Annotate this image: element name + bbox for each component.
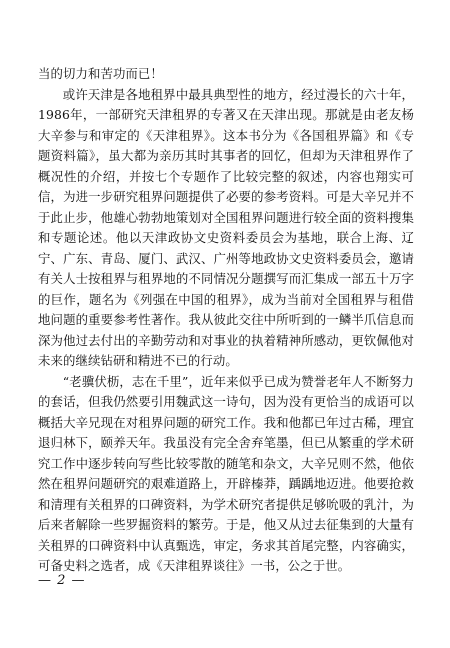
body-text bbox=[38, 64, 414, 577]
paragraph-tianjin-concessions: 或许天津是各地租界中最具典型性的地方，经过漫长的六十年，1986年，一部研究天津租界的专著又在天津出现。那就是由老友杨大辛参与和审定的《天津租界》。这本书分为《各国租界篇》和《专题资料篇》，虽大都为亲历其时其事者的回忆，但却为天津租界作了概况性的介绍，并按七个专题作了比较完整的叙述，内容也翔实可信，为进一步研究租界问题提供了必要的参考资料。可是大辛兄并不于此止步，他雄心勃勃地策划对全国租界问题进行较全面的资料搜集和专题论述。他以天津政协文史资料委员会为基地，联合上海、辽宁、广东、青岛、厦门、武汉、广州等地政协文史资料委员会，邀请有关人士按租界与租界地的不同情况分题撰写而汇集成一部五十万字的巨作，题名为《列强在中国的租界》，成为当前对全国租界与租借地问题的重要参考性著作。我从彼此交往中所听到的一鳞半爪信息而深为他过去付出的辛勤劳动和对事业的执着精神所感动，更钦佩他对未来的继续钻研和精进不已的行动。 bbox=[38, 86, 414, 368]
paragraph-continuation: 当的切力和苦功而已！ bbox=[38, 66, 163, 81]
paragraph-old-steed: “老骥伏枥，志在千里”，近年来似乎已成为赞誉老年人不断努力的套话，但我仍然要引用魏武这一诗句，因为没有更恰当的成语可以概括大辛兄现在对租界问题的研究工作。我和他都已年过古稀，理宜退归林下，颐养天年。我虽没有完全舍弃笔墨，但已从繁重的学术研究工作中逐步转向写些比较零散的随笔和杂文，大辛兄则不然，他依然在租界问题研究的艰难道路上，开辟榛莽，踽踽地迈进。他要抢救和清理有关租界的口碑资料，为学术研究者提供足够吮吸的乳汁，为后来者解除一些罗掘资料的繁劳。于是，他又从过去征集到的大量有关租界的口碑资料中认真甄选，审定，务求其首尾完整，内容确实，可备史料之选者，成《天津租界谈往》一书，公之于世。 bbox=[38, 373, 414, 573]
page-number: — 2 — bbox=[38, 573, 86, 588]
